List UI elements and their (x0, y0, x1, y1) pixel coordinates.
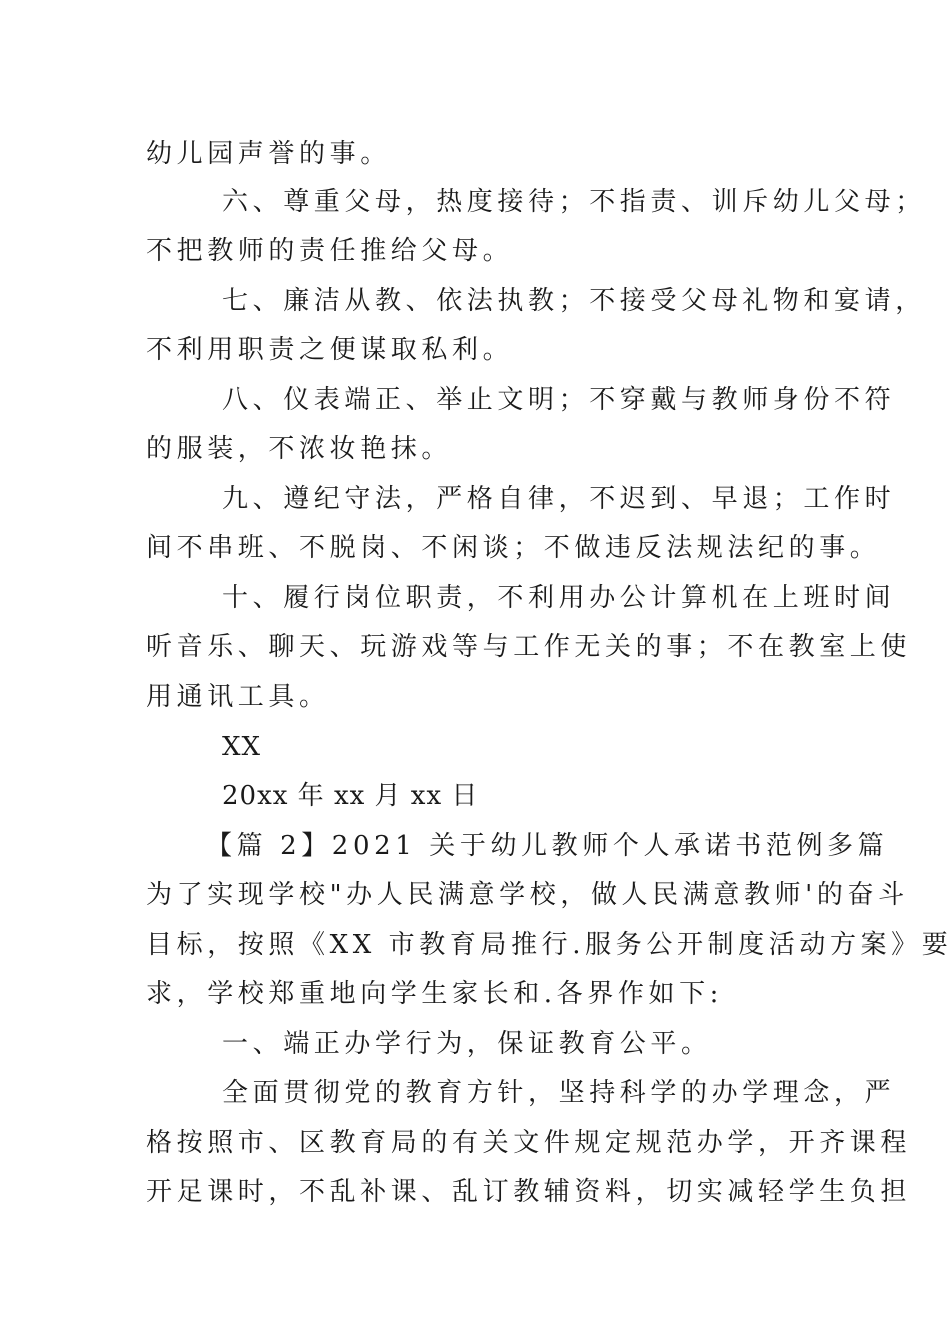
text-line: 的服装，不浓妆艳抹。 (146, 434, 453, 464)
text-line: 目标，按照《XX 市教育局推行.服务公开制度活动方案》要 (146, 930, 952, 960)
text-line: 求，学校郑重地向学生家长和.各界作如下: (146, 979, 724, 1009)
text-line: 用通讯工具。 (146, 682, 330, 712)
text-line: 听音乐、聊天、玩游戏等与工作无关的事；不在教室上使 (146, 632, 912, 662)
text-line: 不把教师的责任推给父母。 (146, 236, 514, 266)
text-line: 间不串班、不脱岗、不闲谈；不做违反法规法纪的事。 (146, 533, 881, 563)
text-line: 六、尊重父母，热度接待；不指责、训斥幼儿父母； (222, 187, 926, 217)
section-heading: 【篇 2】2021 关于幼儿教师个人承诺书范例多篇 (206, 831, 889, 861)
text-line: 不利用职责之便谋取私利。 (146, 335, 514, 365)
signature-name: XX (222, 732, 262, 762)
text-line: 全面贯彻党的教育方针，坚持科学的办学理念，严 (222, 1078, 896, 1108)
text-line: 开足课时，不乱补课、乱订教辅资料，切实减轻学生负担 (146, 1177, 912, 1207)
signature-date: 20xx 年 xx 月 xx 日 (222, 781, 479, 811)
text-line: 八、仪表端正、举止文明；不穿戴与教师身份不符 (222, 385, 896, 415)
text-line: 一、端正办学行为，保证教育公平。 (222, 1029, 712, 1059)
text-line: 为了实现学校"办人民满意学校，做人民满意教师'的奋斗 (146, 880, 909, 910)
text-line: 九、遵纪守法，严格自律，不迟到、早退；工作时 (222, 484, 896, 514)
text-line: 格按照市、区教育局的有关文件规定规范办学，开齐课程 (146, 1128, 912, 1158)
text-line: 十、履行岗位职责，不利用办公计算机在上班时间 (222, 583, 896, 613)
text-line: 幼儿园声誉的事。 (146, 139, 391, 169)
text-line: 七、廉洁从教、依法执教；不接受父母礼物和宴请， (222, 286, 926, 316)
